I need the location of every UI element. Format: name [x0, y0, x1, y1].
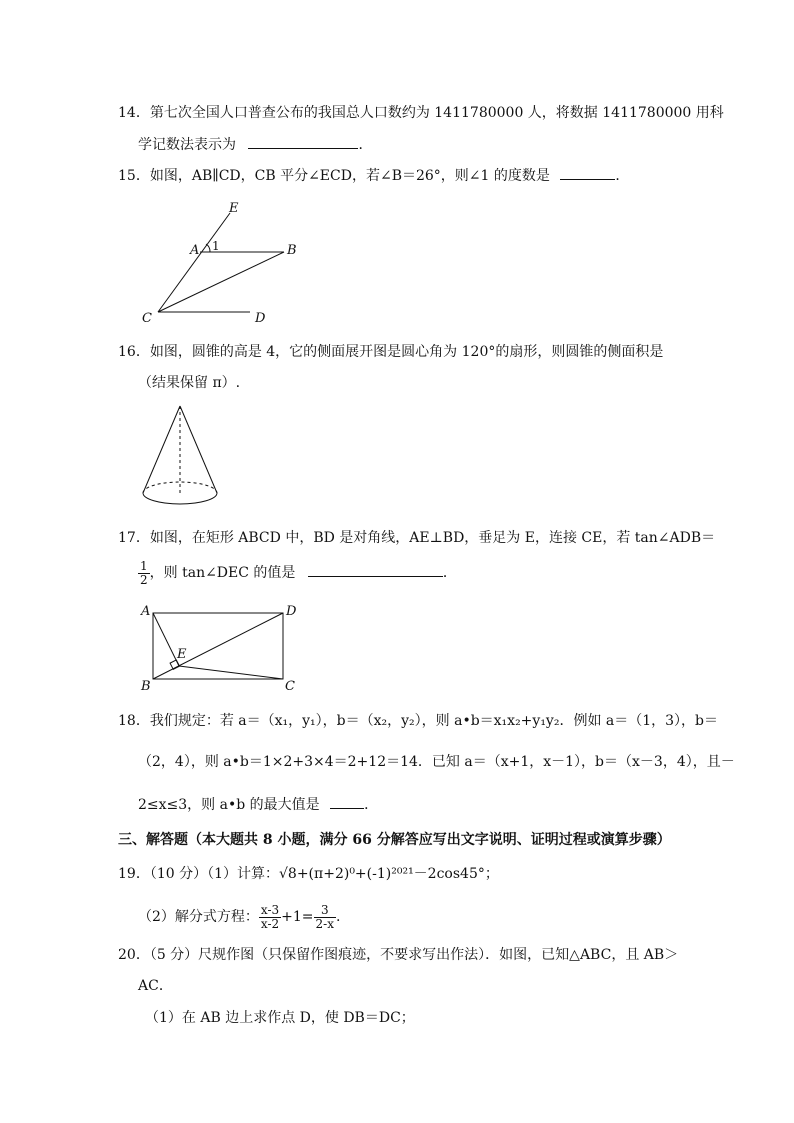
q15-label-d: D: [255, 311, 266, 326]
q15-number: 15．: [118, 168, 150, 184]
q17-text-1: 如图，在矩形 ABCD 中，BD 是对角线，AE⊥BD，垂足为 E，连接 CE，若 tan∠ADB＝: [149, 530, 716, 546]
q18-text-1: 我们规定：若 a＝（x₁，y₁），b＝（x₂，y₂），则 a•b＝x₁x₂+y₁y₂．例如 a＝（1，3），b＝: [149, 713, 719, 729]
q15-label-c: C: [142, 311, 152, 326]
q16-text-2: （结果保留 π）.: [138, 375, 241, 391]
q19-rhs-fraction: [314, 904, 336, 931]
q19-rhs-num: 3: [314, 904, 336, 918]
q16-base-front: [143, 493, 217, 504]
q14-line1: [118, 103, 724, 123]
q19-number: 19．: [118, 866, 150, 882]
q17-label-c: C: [285, 679, 295, 693]
q18-line2: [138, 752, 735, 772]
q17-number: 17．: [118, 530, 150, 546]
q16-text-1: 如图，圆锥的高是 4，它的侧面展开图是圆心角为 120°的扇形，则圆锥的侧面积是: [149, 344, 664, 360]
q17-figure: [135, 598, 315, 693]
q15-line-cb: [158, 252, 284, 312]
q18-text-3: 2≤x≤3，则 a•b 的最大值是: [138, 797, 320, 813]
q17-tail: ．: [442, 565, 457, 581]
q18-number: 18．: [118, 713, 150, 729]
q14-text-2: 学记数法表示为: [138, 137, 236, 153]
q20-line3: [145, 1008, 415, 1028]
q19-part1-prefix: （10 分）（1）计算：: [149, 866, 279, 882]
q17-diagonal-bd: [153, 613, 283, 679]
q16-cone-left-edge: [143, 406, 180, 493]
q17-label-a: A: [141, 604, 151, 619]
q19-lhs-den: x-2: [260, 916, 280, 931]
q14-number: 14．: [118, 105, 150, 121]
q20-line2: [138, 976, 173, 996]
q19-line1: [118, 864, 499, 884]
q19-rhs-den: 2-x: [315, 916, 335, 931]
q16-line1: [118, 342, 663, 362]
q19-line2: [138, 902, 340, 932]
q18-text-2: （2，4），则 a•b＝1×2+3×4＝2+12＝14．已知 a＝（x+1，x－1），b＝（x－3，4），且－: [138, 754, 735, 770]
q17-frac-num: 1: [140, 558, 148, 573]
q15-line: [118, 165, 629, 186]
q19-lhs-num: x-3: [260, 902, 280, 917]
q17-label-e: E: [177, 647, 187, 662]
q17-line2: [138, 558, 457, 588]
q15-label-a: A: [190, 243, 200, 258]
q19-mid: +1=: [281, 909, 314, 925]
q17-line-ae: [153, 613, 179, 666]
q15-answer-blank[interactable]: [560, 165, 615, 180]
q20-line1: [118, 945, 678, 965]
q15-figure: [130, 196, 310, 326]
q20-text-2: AC．: [138, 978, 173, 994]
q15-line-ce: [158, 213, 230, 312]
q17-line1: [118, 528, 715, 548]
section3-title: 三、解答题（本大题共 8 小题，满分 66 分解答应写出文字说明、证明过程或演算步骤）: [118, 832, 671, 848]
q15-tail: ．: [615, 168, 630, 184]
q17-answer-blank[interactable]: [308, 562, 443, 577]
q20-part-1: （1）在 AB 边上求作点 D，使 DB＝DC；: [145, 1010, 415, 1026]
q16-number: 16．: [118, 344, 150, 360]
q19-part2-prefix: （2）解分式方程：: [138, 909, 259, 925]
q15-text: 如图，AB∥CD，CB 平分∠ECD，若∠B＝26°，则∠1 的度数是: [149, 168, 550, 184]
q17-fraction: [138, 560, 150, 587]
q15-label-b: B: [287, 243, 297, 258]
q16-cone-figure: [138, 400, 228, 512]
q17-text-2: ，则 tan∠DEC 的值是: [149, 565, 296, 581]
q14-text-1: 第七次全国人口普查公布的我国总人口数约为 1411780000 人，将数据 1411780000 用科: [149, 105, 724, 121]
q20-number: 20．: [118, 947, 150, 963]
q19-tail: .: [336, 909, 341, 925]
q16-cone-right-edge: [180, 406, 217, 493]
q15-label-1: 1: [212, 239, 220, 253]
q14-line2: [138, 134, 372, 155]
q18-line1: [118, 711, 718, 731]
q18-tail: ．: [364, 797, 379, 813]
q15-label-e: E: [229, 201, 239, 216]
q14-tail: ．: [358, 137, 373, 153]
q18-answer-blank[interactable]: [330, 794, 364, 809]
q19-lhs-fraction: [259, 904, 281, 931]
q14-answer-blank[interactable]: [248, 134, 358, 149]
q17-line-ce: [179, 666, 283, 679]
q17-frac-den: 2: [140, 572, 148, 587]
q20-text-1: （5 分）尺规作图（只保留作图痕迹，不要求写出作法）．如图，已知△ABC，且 AB＞: [149, 947, 679, 963]
q17-label-b: B: [141, 679, 151, 693]
q16-line2: [138, 373, 240, 393]
q19-part1-expression: √8+(π+2)⁰+(-1)²⁰²¹－2cos45°；: [279, 866, 499, 882]
q17-label-d: D: [286, 604, 297, 619]
q18-line3: [138, 794, 378, 815]
